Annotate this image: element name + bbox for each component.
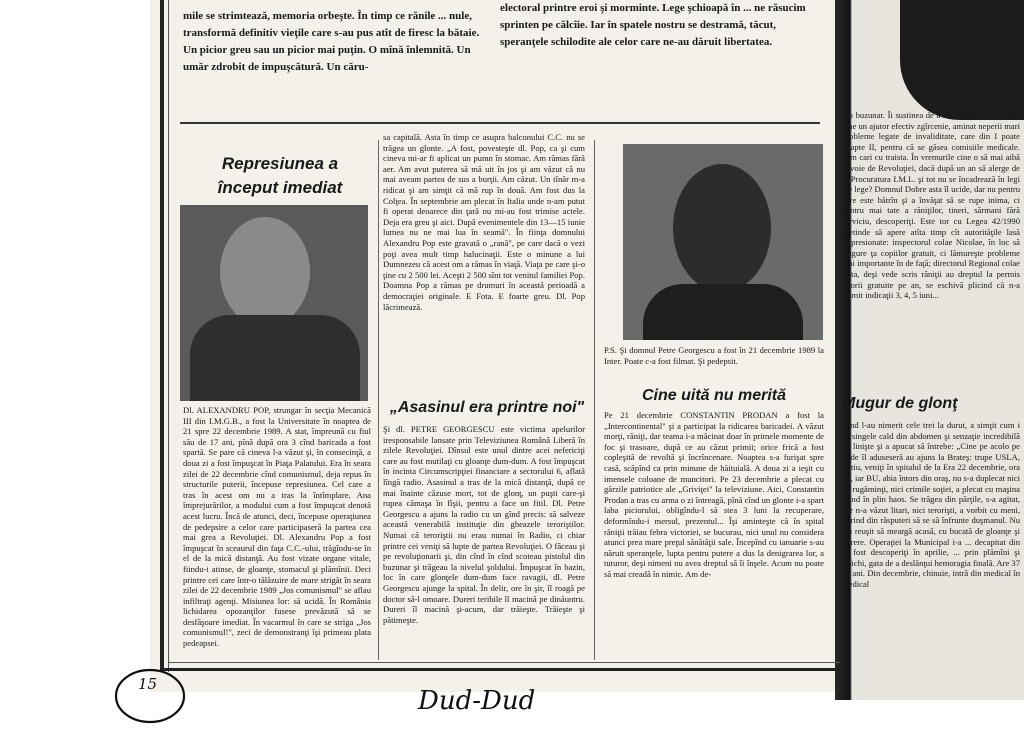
- caption-alexandru-pop: Dl. ALEXANDRU POP, strungar în secţia Mecanică III din I.M.G.B., a fost la Universitate în noaptea de 21 spre 22 decembrie 1989. A stat, împreună cu fiul său de 17 ani, pînă după ora 3 cînd baricada a fost spartă. Se pare că cineva l-a văzut şi, în consecinţă, a doua zi a fost împuşcat în Piaţa Palatului. Era în seara zilei de 22 decembrie cînd comunismul, deja repus în structurile puterii, începuse represiunea. Cel care a tras în acest om nu a tras la întîmplare. Ana împrejurărilor, a modului cum a fost împuşcat denotă acest lucru. Încă de atunci, deci, începuse operaţiunea de pedepsire a celor care participaseră la partea cea mai grea a Revoluţiei. Dl. Alexandru Pop a fost împuşcat în sceaurul din faţa C.C.-ului, trăgîndu-se în el de la mică distanţă. Au fost vizate organe vitale, fiindu-i atinse, de gloanţe, stomacul şi plămînii. Deci printre cei care într-o tălăzuire de mare strigăt în seara zilei de 22 decembrie 1989 „Jos comunismul" se aflau infiltraţi agenţi. Misiunea lor: să ucidă. În România lichidarea opozanţilor fusese prevăzută să se desfăşoare imediat. În vacarmul în care se striga „Jos comunismul!", zeci de demonstranţi îşi primeau plata pedeapsei.: [183, 405, 371, 649]
- section-divider-rule: [180, 122, 820, 124]
- column4-body-top: din buzunar. Îi sustinea de a mai alina durerea însă cine un ajutor efectiv zgîrcenie, aminat neperii mari probleme legate de invaliditate, care din I poate noapte II, pentru că se găsea comisiile medicale. cum cari cu traista. În vremurile cine o să mai aibă nevoie de Revoluţiei, dacă după un an să alerge de la Procuratura I.M.L. şi tot nu se încadrează în legi ale lege? Domnul Dobre asta îl ucide, dar nu pentru care este bătrîn şi a învăţat să se rupe inima, ci pentru mai tate a răniţilor, tineri, sărmani fără serviciu, descoperiţi. Este tor cu Legea 42/1990 pretinde să apere atîta timp cît autorităţile lasă impresionate: inspectorul colae Nicolae, în loc să asigure ţa copiilor gratuit, ci lămureşte probleme mai importante în de faţă; directorul Regional colae Fota, deşi vede scris răniţii au dreptul la permis lătorii gratuite pe an, se eschivă plicind că n-a primit indicaţii 3, 4, 5 iuni...: [842, 110, 1020, 301]
- handwritten-page-mark: 15: [138, 675, 158, 693]
- column2-body: Şi dl. PETRE GEORGESCU este victima apelurilor iresponsabile lansate prin Televiziunea Română Liberă în zilele Revoluţiei. Dînsul este unul dintre acei nefericiţi care au fost mutilaţi cu gloanţe dum-dum. A fost împuşcat în incinta Circumscripţiei financiare a sectorului 6, aflată lîngă radio. Asasinul a tras de la mică distanţă, după ce mai înainte căzuse mort, tot de glonţ, un puşti care-şi rupea cămaşa în fîşii, pentru a face un fitil. Dl. Petre Georgescu a ajuns la radio cu un gînd precis: să salveze această venerabilă instituţie din gheazele teroriştilor. Numai că teroriştii nu erau numai în Radio, ci chiar printre cei veniţi să lupte de partea Revoluţiei. O făceau şi pe revoluţionarii şi, din cînd în cînd scoteau pistolul din buzunar şi trăgeau la nivelul şoldului. Împuşcat în bazin, loc în care glonţele dum-dum face ravagii, dl. Petre Georgescu ajunge la spital. În delir, ore în şir, îl roagă pe doctor să-l omoare. Dureri teribile îl macină pe dinăuntru. Dureri îl macină şi-acum, dar trăieşte. Trăieşte şi pătimeşte.: [383, 424, 585, 625]
- page-frame-bottom: [160, 668, 840, 671]
- column2-body-top: sa capitală. Asta în timp ce asupra balconului C.C. nu se trăgea un glonte. „A fost, povesteşte dl. Pop, ca şi cum cineva mi-ar fi aplicat un pumn în stomac. Am rămas fără aer. Am avut puterea să mă uit în jos şi am văzut că nu mai aveam partea de sus a burţii. Am căzut. Un tînăr m-a ridicat şi am simţit că mă rup în două. Am fost dus la Colţea. În septembrie am plecat în Italia unde n-am putut fi operat deoarece din ţară nu mi-au fost trimise actele. Deja era greu şi aici. După evenimentele din 13—15 iunie lumea nu ne mai lua în seamă". În fiinţa domnului Alexandru Pop este gravată o „rană", pe care dacă o vezi poţi avea mult timp halucinaţii. Este o minune a lui Dumnezeu că acest om a rămas în viaţă. Viaţa pe care şi-o ţine cu 2 500 lei. Aceşti 2 500 sînt tot venitul familiei Pop. Doamna Pop a rămas pe drumuri în această perioadă a democraţiei originale. E Fota. E foarte greu. Dl. Pop lăcrimează.: [383, 132, 585, 312]
- headline-mugur-de-glont: Mugur de glonţ: [842, 395, 958, 412]
- photo-shoulders: [190, 315, 360, 401]
- column-separator: [378, 140, 379, 660]
- photo-shoulders: [643, 284, 803, 340]
- photo-face: [673, 164, 771, 292]
- column4-body: Cînd l-au nimerit cele trei la durut, a simţit cum i se singele cald din abdomen şi senzaţie incredibilă de linişte şi a apucat să întrebe: „Cine pe acolo pe unde îl aduseseră au ajuns la Brateş: trupe USLA, ... tiu, veniţi în spitalul de la Era 22 decembrie, ora 19, iar BU, abia întors din oraş, nu s-a duplecat nici de rugăminţi, nici crimile soţiei, a plecat cu maşina grind în plin haos. Se trăgea din părţile, s-a agitat, dar n-a văzut litari, nici terorişti, a vorbit cu meni, dorind din răsputeri să se să înfrunte duşmanul. Nu s-a reuşit să meargă acasă, cu bucată de gloanţe şi durere. Operaţiei la Municipal i-a ... decapitat din ... fost descoperiţi în aprilie, ... prin plămîni şi rinichi, gata de a deslănţui hemoragia finală. Are 37 de ani. Din decembrie, chinuie, intră din medical în medical: [842, 420, 1020, 589]
- top-left-paragraph: mile se strimtează, memoria orbeşte. În timp ce rănile ... nule, transformă definitiv vieţile care s-au pus atît de firesc la bătaie. Un picior greu sau un picior mai puţin. O mînă înlemnită. Un umăr zdrobit de impuşcătură. Un căru-: [183, 10, 480, 73]
- page-frame-inner-left: [168, 0, 169, 672]
- headline-asasinul: „Asasinul era printre noi": [389, 399, 585, 416]
- photo-face: [220, 217, 310, 327]
- headline-represiunea: Represiunea a început imediat: [217, 154, 343, 197]
- column-separator: [594, 140, 595, 660]
- dark-photo-corner: [900, 0, 1024, 120]
- photo-petre-georgescu: [623, 144, 823, 340]
- caption-petre-georgescu: P.S. Şi domnul Petre Georgescu a fost în 21 decembrie 1989 la Inter. Poate c-a fost filmat. Şi pedepsit.: [604, 345, 824, 366]
- handwritten-circle: [110, 664, 190, 728]
- column3-body: Pe 21 decembrie CONSTANTIN PRODAN a fost la „Intercontinental" şi a participat la ridicarea baricadei. A văzut morţi, răniţi, dar teama i-a măcinat doar în primele momente de foc şi trasoare, după ce au căzut primii; orice frică a fost copleşită de revoltă şi încrîncenare. Noaptea s-a furişat spre casă, scăpînd ca prin minune de hăituială. A doua zi a ieşit cu imensele coloane de muncitori. Pe 23 decembrie a plecat cu gărzile patriotice ale „Griviţei" la televiziune. Aici, Constantin Prodan a tras cu arma o zi întreagă, pînă cînd un glonte i-a spart laba piciorului, obligîndu-l să stea 3 luni la recuperare, deformîndu-i mersul, prezentul... Îşi aminteşte că în spital răniţii trăiau febra victoriei, se bucurau, nici unul nu considera atunci prea mare preţul sănătăţii sale. Începînd cu ianuarie s-au năruit speranţele, lupta pentru putere a dus la denigrarea lor, a tuturor, deşi nimeni nu avea dreptul să îi înşele. Acum nu poate să mai creadă în nimic. Am de-: [604, 410, 824, 579]
- handwritten-signature: Dud-Dud: [418, 686, 536, 716]
- page-frame-left: [160, 0, 164, 672]
- top-right-paragraph: electoral printre eroi şi morminte. Lege şchioapă în ... ne răsucim sprinten pe călcîie. Iar în spatele nostru se destramă, tăcut, speranţele schilodite ale celor care ne-au dăruit libertatea.: [500, 2, 806, 48]
- headline-cine-uita: Cine uită nu merită: [641, 387, 787, 404]
- photo-alexandru-pop: [180, 205, 368, 401]
